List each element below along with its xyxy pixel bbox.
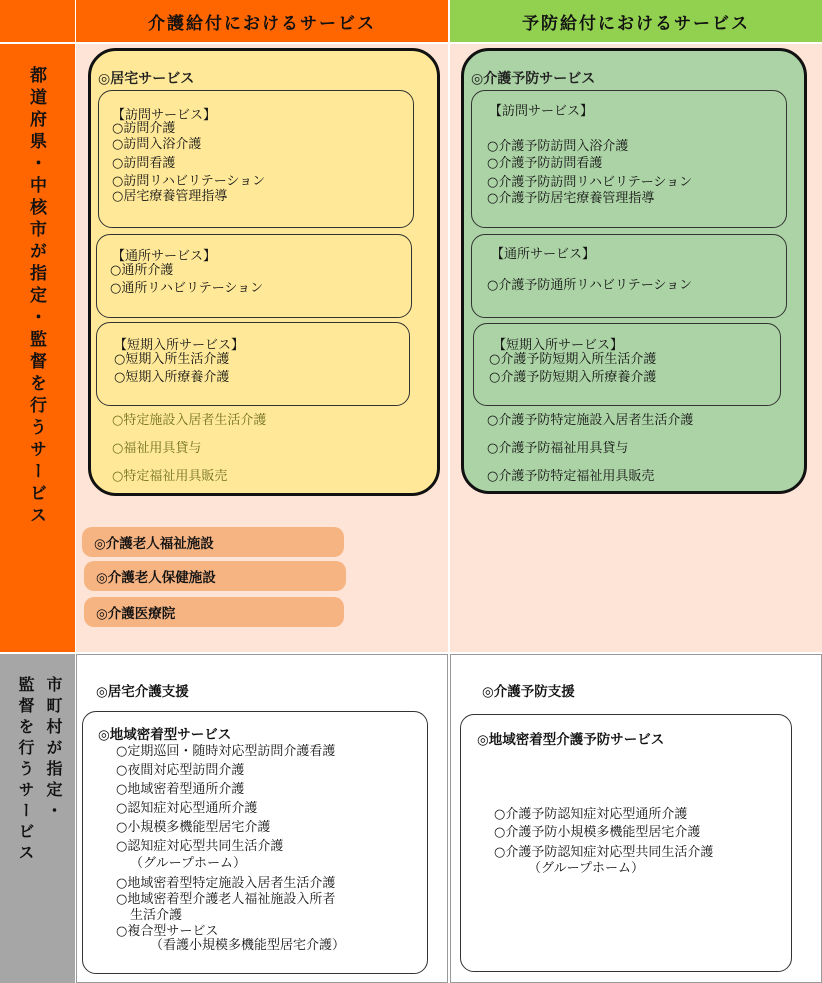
- care-short-stay-item: ○短期入所療養介護: [114, 370, 230, 385]
- facility-pill: ◎介護老人福祉施設: [82, 527, 344, 557]
- municipal-prevention-item: ○介護予防認知症対応型共同生活介護: [494, 845, 714, 860]
- care-other-item: ○福祉用具貸与: [112, 441, 202, 456]
- prevention-visit-title: 【訪問サービス】: [489, 104, 594, 119]
- care-visit-item: ○訪問入浴介護: [112, 137, 202, 152]
- prevention-visit-item: ○介護予防訪問看護: [487, 156, 603, 171]
- municipal-prevention-item: ○介護予防認知症対応型通所介護: [494, 807, 688, 822]
- municipal-care-item: ○夜間対応型訪問介護: [116, 763, 245, 778]
- care-visit-item: ○居宅療養管理指導: [112, 189, 228, 204]
- care-short-stay-title: 【短期入所サービス】: [114, 338, 245, 353]
- municipal-care-item: ○地域密着型通所介護: [116, 782, 245, 797]
- prevention-other-item: ○介護予防福祉用具貸与: [487, 441, 629, 456]
- municipal-prevention-support-title: ◎介護予防支援: [482, 684, 575, 700]
- care-visit-title: 【訪問サービス】: [112, 108, 217, 123]
- prevention-daycare-item: ○介護予防通所リハビリテーション: [487, 278, 693, 293]
- care-visit-item: ○訪問介護: [112, 121, 176, 136]
- prevention-short-stay-item: ○介護予防短期入所療養介護: [489, 370, 657, 385]
- municipal-care-item: 生活介護: [130, 908, 183, 923]
- municipal-care-item: ○認知症対応型通所介護: [116, 801, 258, 816]
- municipal-care-item: ○地域密着型介護老人福祉施設入所者: [116, 892, 336, 907]
- municipal-side-label-col1: 市町村が指定・: [44, 676, 63, 823]
- care-visit-item: ○訪問看護: [112, 156, 176, 171]
- municipal-care-community-title: ◎地域密着型サービス: [98, 727, 232, 743]
- municipal-prevention-item: ○介護予防小規模多機能型居宅介護: [494, 825, 701, 840]
- prevention-visit-item: ○介護予防訪問入浴介護: [487, 139, 629, 154]
- care-home-service-title: ◎居宅サービス: [98, 71, 195, 87]
- prevention-visit-item: ○介護予防居宅療養管理指導: [487, 191, 655, 206]
- municipal-care-item: ○認知症対応型共同生活介護: [116, 839, 284, 854]
- care-visit-item: ○訪問リハビリテーション: [112, 174, 266, 189]
- municipal-care-support-title: ◎居宅介護支援: [96, 684, 189, 700]
- municipal-prevention-item: （グループホーム）: [528, 861, 644, 876]
- municipal-care-item: （グループホーム）: [130, 856, 246, 871]
- header-care-benefits: 介護給付におけるサービス: [76, 0, 448, 42]
- facility-pill: ◎介護医療院: [84, 597, 344, 627]
- municipal-care-item: ○定期巡回・随時対応型訪問介護看護: [116, 744, 336, 759]
- municipal-care-item: ○地域密着型特定施設入居者生活介護: [116, 876, 336, 891]
- corner-cell: [0, 0, 75, 42]
- care-daycare-title: 【通所サービス】: [112, 249, 217, 264]
- prefecture-side-label: 都道府県・中核市が指定・監督を行うサービス: [26, 66, 46, 528]
- municipal-care-item: ○複合型サービス: [116, 924, 219, 939]
- prevention-home-service-title: ◎介護予防サービス: [471, 71, 596, 87]
- municipal-side-label-col2: 監督を行うサービス: [16, 676, 35, 865]
- prevention-short-stay-title: 【短期入所サービス】: [493, 338, 624, 353]
- municipal-care-item: ○小規模多機能型居宅介護: [116, 820, 271, 835]
- care-short-stay-item: ○短期入所生活介護: [114, 352, 230, 367]
- prevention-short-stay-item: ○介護予防短期入所生活介護: [489, 352, 657, 367]
- care-other-item: ○特定施設入居者生活介護: [112, 413, 267, 428]
- care-daycare-item: ○通所介護: [110, 263, 174, 278]
- prevention-other-item: ○介護予防特定施設入居者生活介護: [487, 413, 694, 428]
- header-prevention-benefits: 予防給付におけるサービス: [450, 0, 822, 42]
- care-other-item: ○特定福祉用具販売: [112, 469, 228, 484]
- facility-pill: ◎介護老人保健施設: [84, 561, 346, 591]
- prevention-other-item: ○介護予防特定福祉用具販売: [487, 469, 655, 484]
- municipal-prevention-community-title: ◎地域密着型介護予防サービス: [477, 732, 665, 748]
- care-daycare-item: ○通所リハビリテーション: [110, 281, 264, 296]
- prevention-visit-item: ○介護予防訪問リハビリテーション: [487, 175, 693, 190]
- municipal-care-item: （看護小規模多機能型居宅介護）: [150, 938, 346, 953]
- municipal-prevention-community-box: [460, 714, 792, 972]
- prevention-daycare-title: 【通所サービス】: [491, 247, 596, 262]
